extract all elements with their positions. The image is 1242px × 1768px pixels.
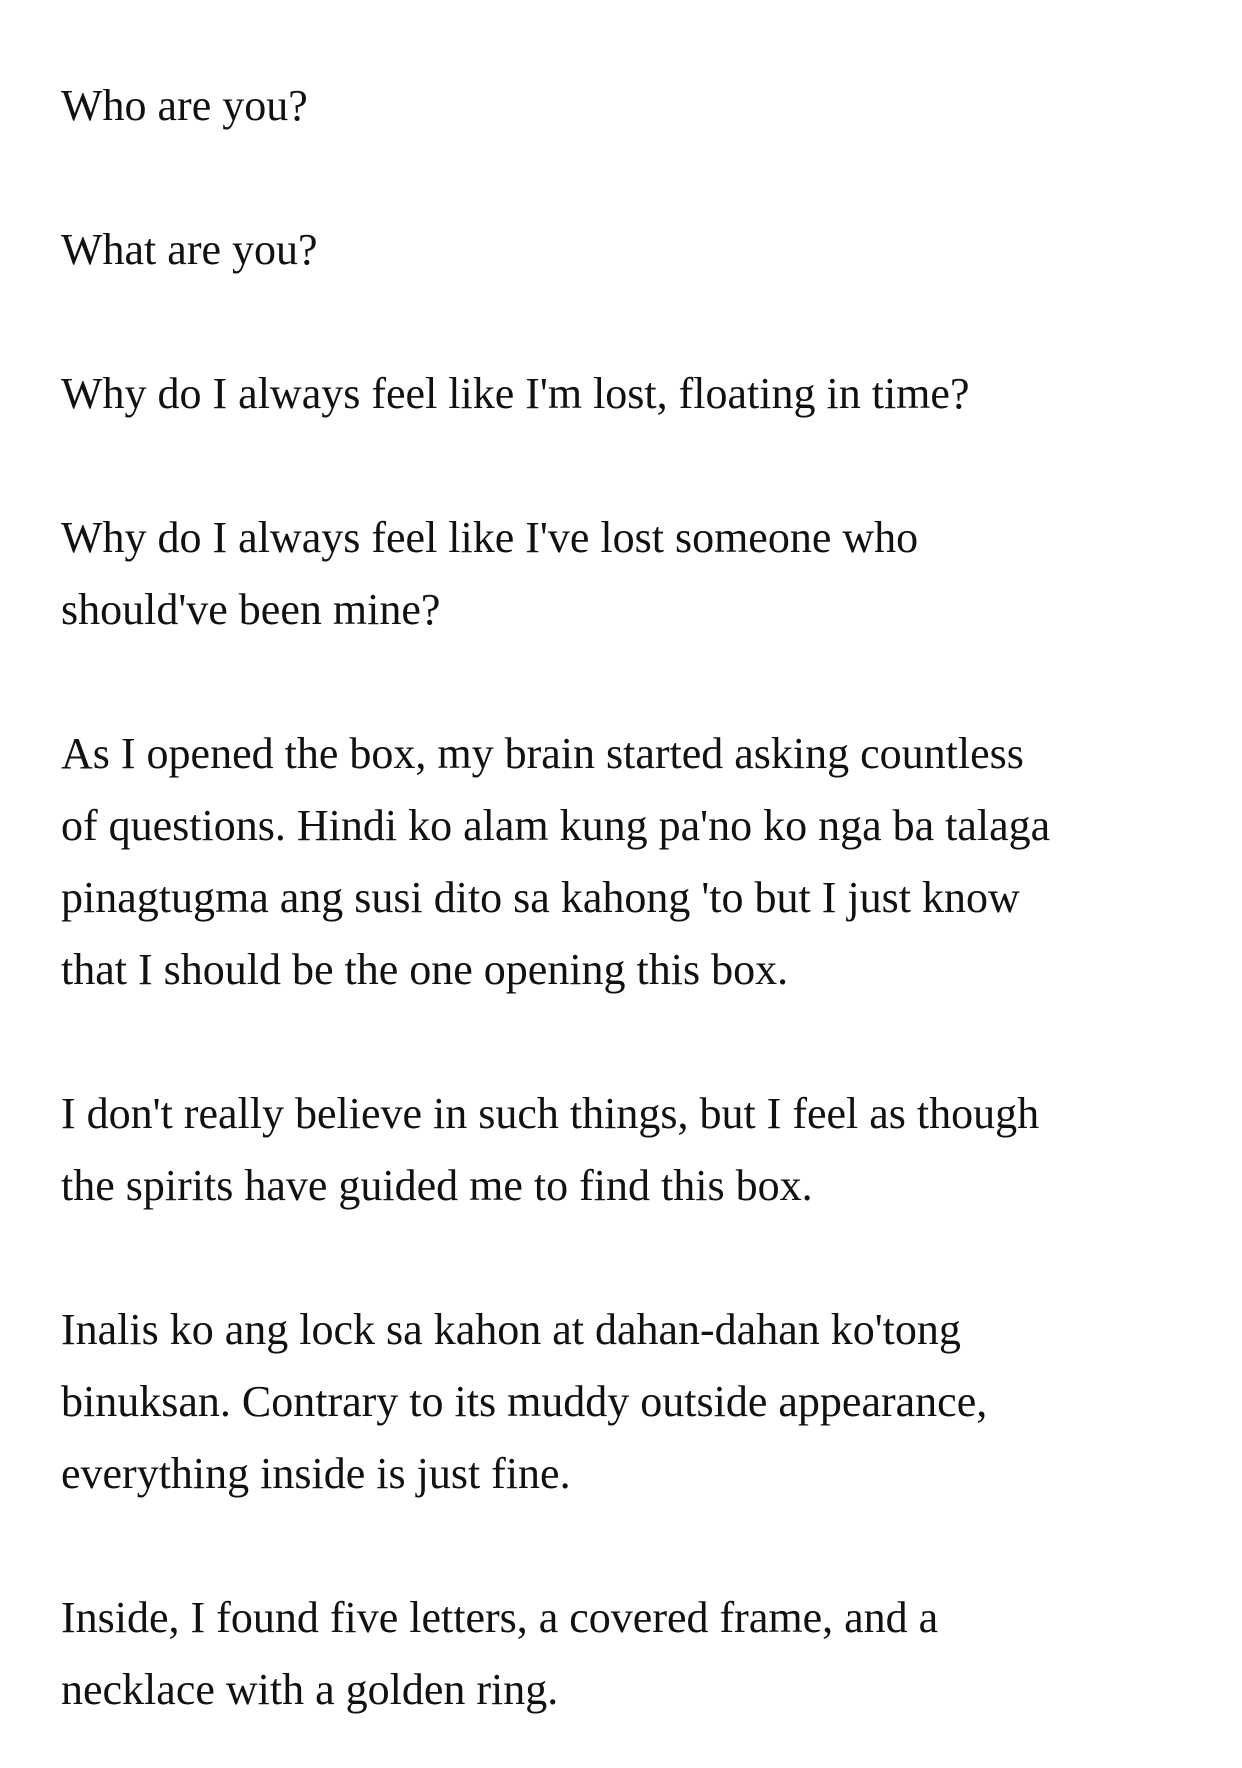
paragraph-what-are-you: What are you? xyxy=(61,225,318,274)
paragraph-opened-box: As I opened the box, my brain started asking countless of questions. Hindi ko alam kung pa'no ko nga ba talaga pinagtugma ang susi dito sa kahong 'to but I just know that I should be the one opening this box. xyxy=(61,729,1051,994)
paragraph-who-are-you: Who are you? xyxy=(61,81,308,130)
paragraph-lost-in-time: Why do I always feel like I'm lost, floating in time? xyxy=(61,369,970,418)
paragraph-inside-box: Inside, I found five letters, a covered frame, and a necklace with a golden ring. xyxy=(61,1593,939,1714)
paragraph-spirits: I don't really believe in such things, but I feel as though the spirits have guided me to find this box. xyxy=(61,1089,1040,1210)
paragraph-removed-lock: Inalis ko ang lock sa kahon at dahan-dahan ko'tong binuksan. Contrary to its muddy outside appearance, everything inside is just fine. xyxy=(61,1305,988,1498)
paragraph-lost-someone: Why do I always feel like I've lost someone who should've been mine? xyxy=(61,513,919,634)
